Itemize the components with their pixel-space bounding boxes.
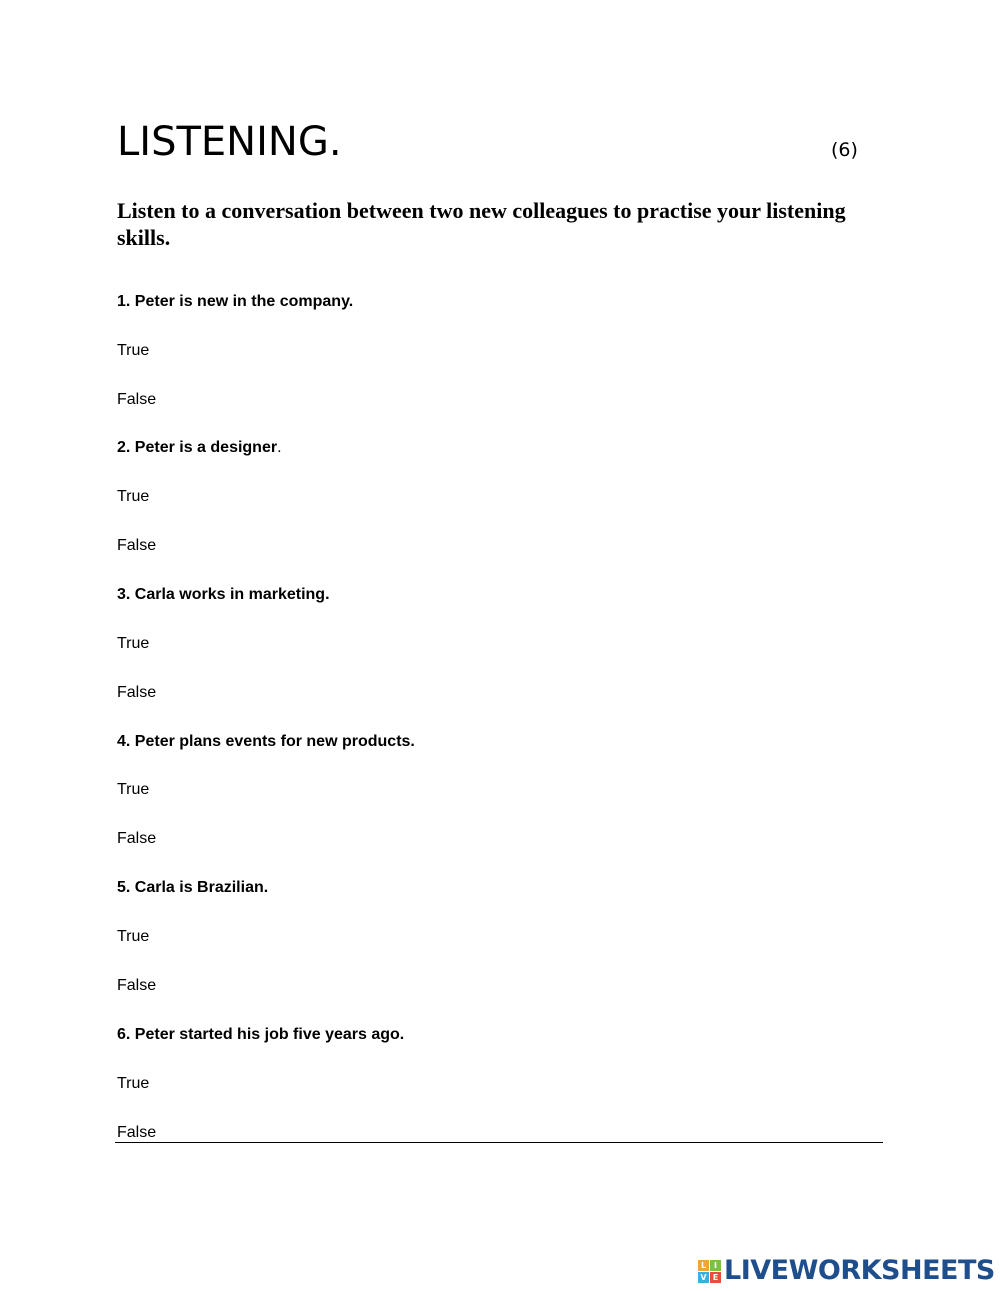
question-5-option-false[interactable]: False — [117, 977, 157, 994]
liveworksheets-logo — [698, 1254, 995, 1288]
question-4 — [117, 732, 415, 752]
question-1-text: 1. Peter is new in the company. — [117, 293, 354, 310]
question-1-option-false[interactable]: False — [117, 391, 157, 408]
bottom-divider — [115, 1142, 883, 1143]
question-4-option-true[interactable]: True — [117, 781, 150, 798]
question-2-option-true[interactable]: True — [117, 488, 150, 505]
question-3 — [117, 585, 330, 605]
question-2-option-false[interactable]: False — [117, 537, 157, 554]
question-5-text: 5. Carla is Brazilian. — [117, 879, 269, 896]
question-2-text: 2. Peter is a designer — [117, 439, 278, 456]
question-6-option-false[interactable]: False — [117, 1124, 157, 1141]
logo-block-v: V — [698, 1272, 709, 1283]
question-2 — [117, 438, 282, 458]
logo-blocks-icon — [698, 1260, 721, 1283]
question-6-text: 6. Peter started his job five years ago. — [117, 1026, 405, 1043]
question-1-option-true[interactable]: True — [117, 342, 150, 359]
question-1 — [117, 292, 353, 312]
question-5-option-true[interactable]: True — [117, 928, 150, 945]
question-6 — [117, 1025, 404, 1045]
logo-text: LIVEWORKSHEETS — [724, 1255, 995, 1286]
instructions: Listen to a conversation between two new colleagues to practise your listening skills. — [117, 198, 846, 250]
question-3-text: 3. Carla works in marketing. — [117, 586, 330, 603]
points-label: (6) — [831, 139, 858, 161]
page-title: LISTENING. — [117, 119, 342, 165]
question-4-option-false[interactable]: False — [117, 830, 157, 847]
question-4-text: 4. Peter plans events for new products. — [117, 733, 415, 750]
logo-block-e: E — [710, 1272, 721, 1283]
question-2-trail: . — [277, 439, 282, 456]
logo-block-i: I — [710, 1260, 721, 1271]
question-3-option-false[interactable]: False — [117, 684, 157, 701]
question-5 — [117, 878, 268, 898]
question-6-option-true[interactable]: True — [117, 1075, 150, 1092]
question-3-option-true[interactable]: True — [117, 635, 150, 652]
logo-block-l: L — [698, 1260, 709, 1271]
